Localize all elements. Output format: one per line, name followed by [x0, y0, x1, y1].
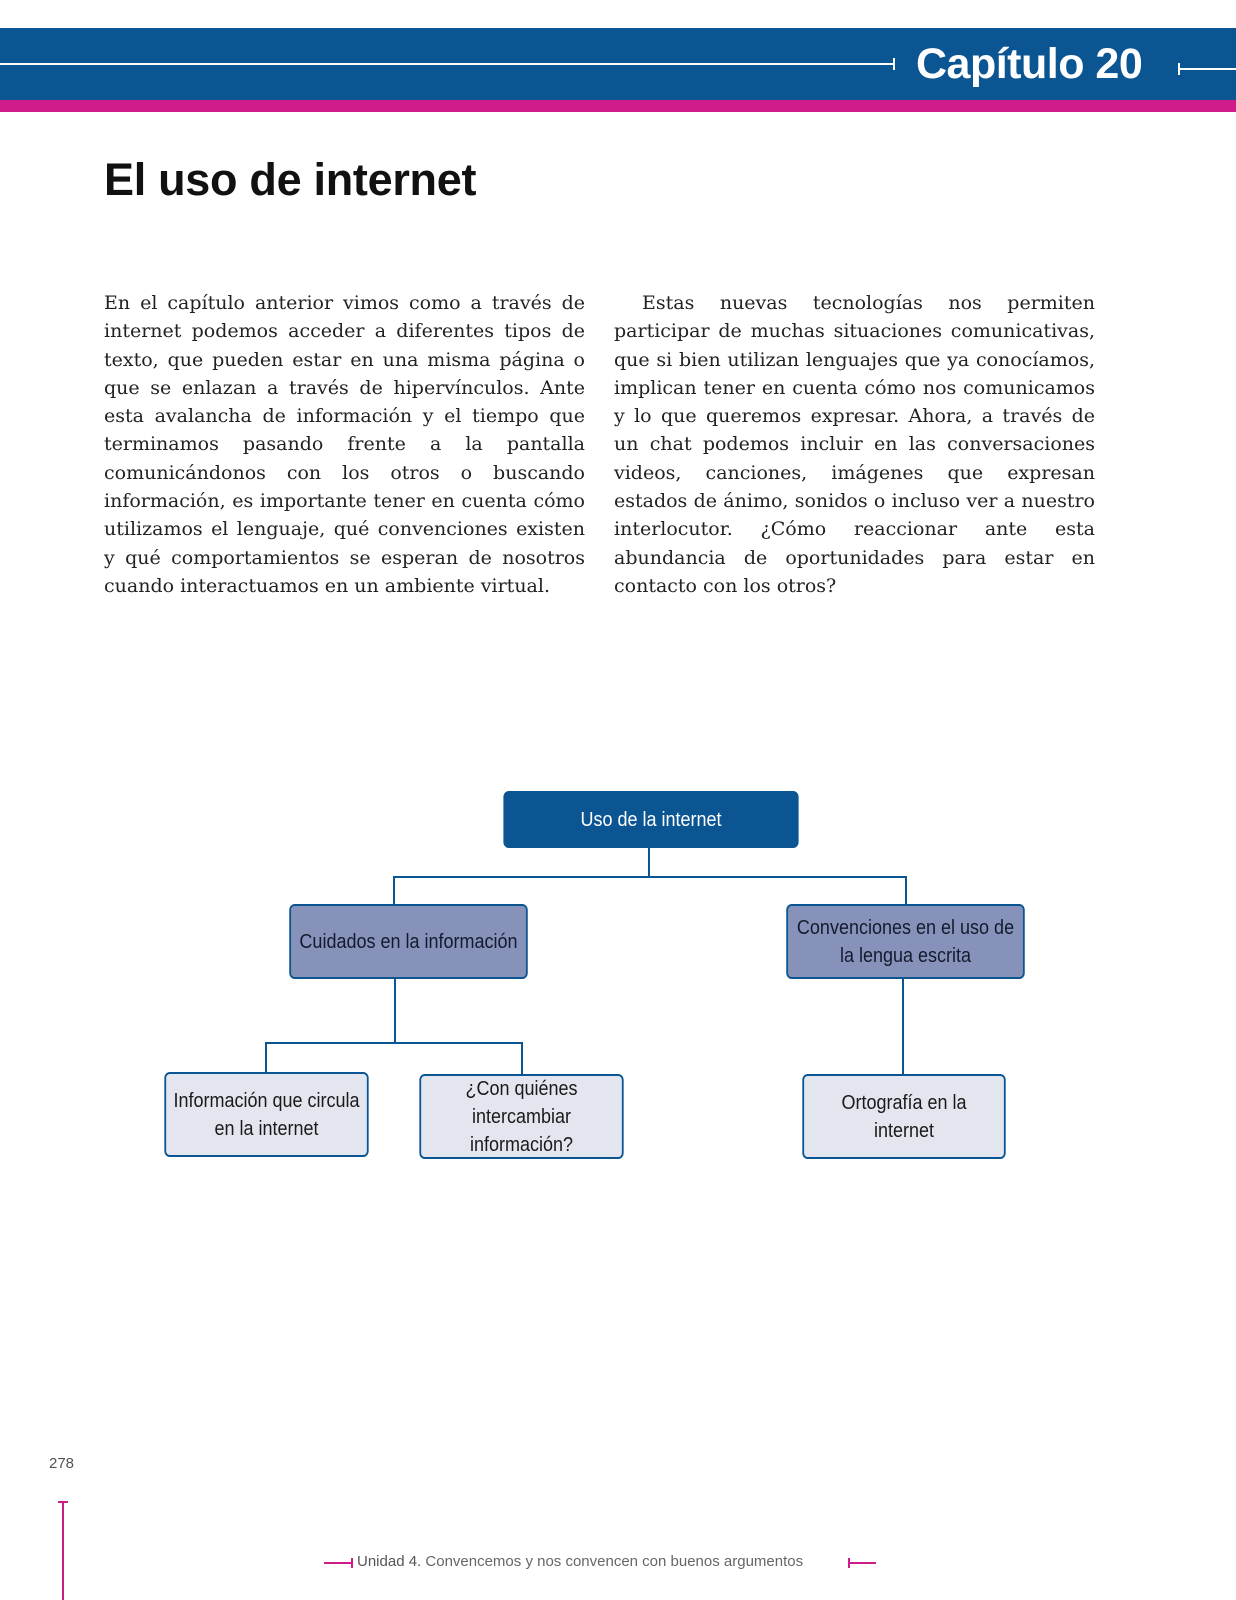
- body-paragraph-right: Estas nuevas tecnologías nos permiten participar de muchas situaciones comunicativas, que si bien utilizan lenguajes que ya conocíamos, implican tener en cuenta cómo nos comunicamos y lo que queremos expresar. Ahora, a través de un chat podemos incluir en las conversaciones videos, canciones, imágenes que expresan estados de ánimo, sonidos o incluso ver a nuestro interlocutor. ¿Cómo reaccionar ante esta abundancia de oportunidades para estar en contacto con los otros?: [614, 292, 1095, 597]
- diagram-branch-node-right: Convenciones en el uso de la lengua escrita: [786, 904, 1025, 979]
- page-number: 278: [49, 1455, 75, 1472]
- diagram-branch-node-left: Cuidados en la información: [289, 904, 528, 979]
- footer-rule-right: [849, 1562, 876, 1564]
- header-accent-stripe: [0, 100, 1236, 112]
- diagram-leaf-node: Ortografía en la internet: [802, 1074, 1005, 1159]
- connector-to-leaf-2: [521, 1042, 523, 1075]
- connector-left-branch-down: [394, 978, 396, 1043]
- header-rule-right: [1180, 68, 1236, 70]
- connector-to-right-branch: [905, 876, 907, 905]
- footer-running-title: [357, 1552, 803, 1572]
- header-rule-left: [0, 63, 893, 65]
- footer-rule-tick-left: [351, 1558, 353, 1568]
- footer-unit-label: Unidad 4.: [357, 1553, 422, 1570]
- connector-to-leaf-3: [902, 978, 904, 1075]
- section-title: El uso de internet: [104, 154, 477, 205]
- connector-root-down: [648, 848, 650, 877]
- footer-unit-title: Convencemos y nos convencen con buenos argumentos: [425, 1553, 804, 1570]
- diagram-root-node: Uso de la internet: [503, 791, 798, 848]
- connector-to-leaf-1: [265, 1042, 267, 1073]
- footer-rule-left: [324, 1562, 352, 1564]
- diagram-leaf-node: ¿Con quiénes intercambiar información?: [419, 1074, 623, 1159]
- diagram-leaf-node: Información que circula en la internet: [164, 1072, 368, 1157]
- chapter-title: Capítulo 20: [916, 40, 1143, 88]
- connector-left-horizontal: [265, 1042, 523, 1044]
- connector-to-left-branch: [393, 876, 395, 905]
- connector-root-horizontal: [393, 876, 907, 878]
- header-rule-tick-left: [893, 58, 895, 70]
- body-paragraph-left: En el capítulo anterior vimos como a través de internet podemos acceder a diferentes tipos de texto, que pueden estar en una misma página o que se enlazan a través de hipervínculos. Ante esta avalancha de información y el tiempo que terminamos pasando frente a la pantalla comunicándonos con los otros o buscando información, es importante tener en cuenta cómo utilizamos el lenguaje, qué convenciones existen y qué comportamientos se esperan de nosotros cuando interactuamos en un ambiente virtual.: [104, 292, 585, 597]
- margin-rule: [62, 1503, 64, 1600]
